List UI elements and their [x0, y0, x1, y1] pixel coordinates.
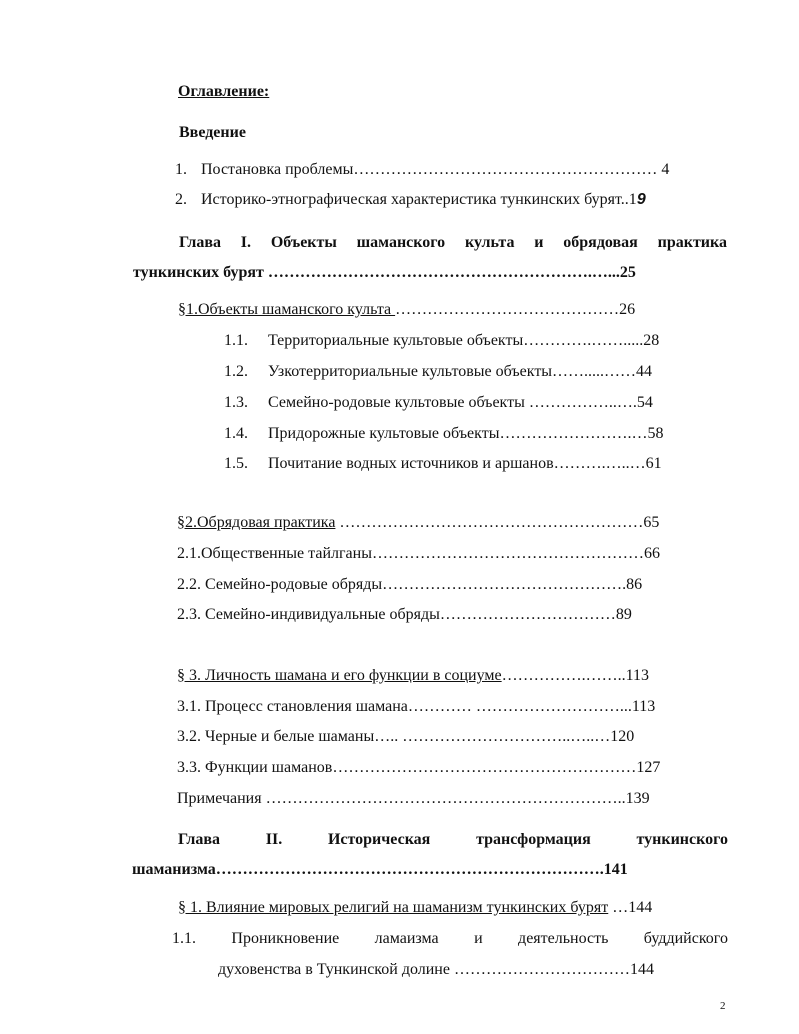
section3-dots: …………….……..113	[501, 667, 650, 684]
section4-dots: …144	[608, 899, 653, 916]
section3-title: § 3. Личность шамана и его функции в социуме	[177, 667, 502, 684]
subsection-entry: 3.2. Черные и белые шаманы….. …………………………..…..…120	[177, 728, 635, 745]
chapter2-word: тункинского	[636, 831, 728, 848]
entry-number: 1.5.	[224, 455, 248, 472]
entry-number: 1.1.	[172, 930, 196, 947]
chapter2-word: II.	[265, 831, 283, 848]
toc-title: Оглавление:	[178, 83, 270, 100]
chapter2-word: Глава	[178, 831, 220, 848]
entry-text: Узкотерриториальные культовые объекты…….....……44	[268, 363, 653, 380]
subsection-entry: 2.2. Семейно-родовые обряды……………………………………….86	[177, 576, 643, 593]
subsection-entry: 2.3. Семейно-индивидуальные обряды……………………………89	[177, 606, 632, 623]
entry-text: Историко-этнографическая характеристика тункинских бурят..1	[201, 191, 637, 208]
section2-dots: …………………………………………………65	[335, 514, 660, 531]
entry-number: 1.4.	[224, 425, 248, 442]
entry-number: 1.3.	[224, 394, 248, 411]
chapter1-heading-line1: Глава I. Объекты шаманского культа и обрядовая практика	[179, 234, 727, 251]
entry-text: Семейно-родовые культовые объекты ……………..….54	[268, 394, 653, 411]
entry-number: 1.2.	[224, 363, 248, 380]
subsection-entry	[224, 362, 653, 382]
notes-entry: Примечания …………………………………………………………..139	[177, 790, 650, 807]
subsection-entry: 3.1. Процесс становления шамана………… ………………………...113	[177, 698, 656, 715]
subsection-entry	[224, 331, 660, 351]
entry-text: Постановка проблемы………………………………………………… 4	[201, 161, 670, 178]
entry-word: Проникновение	[231, 930, 340, 947]
page-number: 2	[720, 1000, 726, 1012]
entry-number: 2.	[175, 191, 187, 208]
subsection-entry	[224, 454, 662, 474]
section2-title: §2.Обрядовая практика	[177, 514, 336, 531]
section4-entry	[178, 898, 652, 918]
entry-page-tail: 9	[636, 191, 646, 208]
entry-word: и	[474, 930, 483, 947]
chapter2-word: трансформация	[476, 831, 591, 848]
entry-text: Придорожные культовые объекты…………………….…58	[268, 425, 664, 442]
subsection-entry: 3.3. Функции шаманов…………………………………………………127	[177, 759, 661, 776]
entry-word: деятельность	[518, 930, 609, 947]
entry-number: 1.	[175, 161, 187, 178]
section4-title: § 1. Влияние мировых религий на шаманизм тункинских бурят	[178, 899, 609, 916]
toc-entry	[175, 160, 669, 180]
section2-entry	[177, 513, 659, 533]
subsection-entry-line1	[172, 929, 728, 949]
entry-number: 1.1.	[224, 332, 248, 349]
chapter1-heading-line2: тункинских бурят …………………………………………………….…...25	[133, 264, 636, 281]
subsection-entry	[224, 393, 653, 413]
entry-word: буддийского	[643, 930, 728, 947]
chapter2-word: Историческая	[327, 831, 431, 848]
entry-text: Территориальные культовые объекты………….…….....28	[268, 332, 660, 349]
subsection-entry: 2.1.Общественные тайлганы……………………………………………66	[177, 545, 660, 562]
entry-word: ламаизма	[374, 930, 439, 947]
subsection-entry	[224, 424, 664, 444]
chapter2-heading-line1	[178, 830, 728, 850]
section1-dots: ……………………………………26	[395, 301, 636, 318]
section1-title: §1.Объекты шаманского культа	[178, 301, 396, 318]
intro-heading: Введение	[179, 124, 246, 141]
chapter2-heading-line2: шаманизма……………………………………………………………….141	[132, 861, 628, 878]
section1-entry	[178, 300, 635, 320]
section3-entry	[177, 666, 649, 686]
subsection-entry-line2: духовенства в Тункинской долине ……………………………144	[218, 961, 654, 978]
entry-text: Почитание водных источников и аршанов……….…..…61	[268, 455, 662, 472]
toc-entry	[175, 190, 646, 210]
